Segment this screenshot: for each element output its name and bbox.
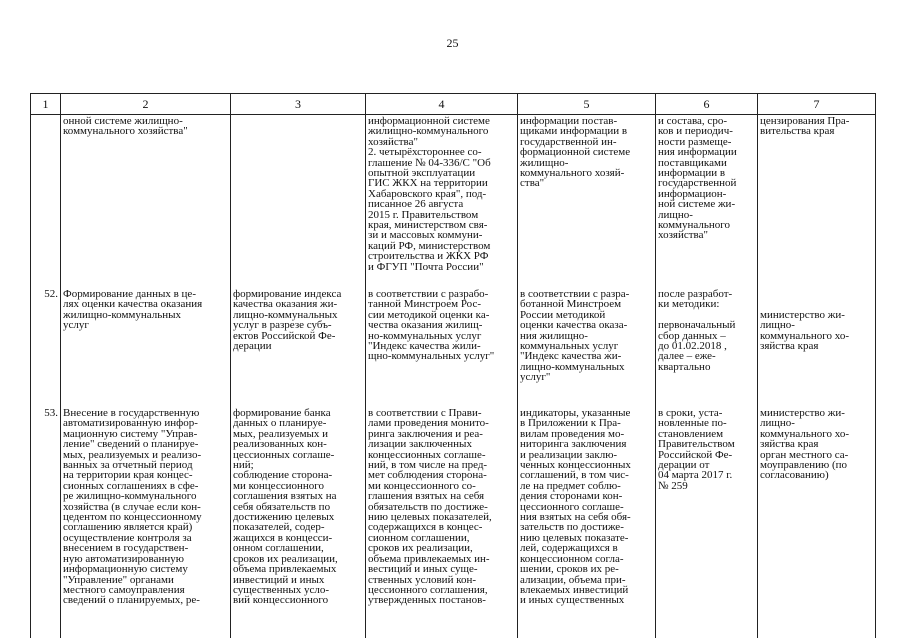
measure-cell: Формирование данных в це- лях оценки качества оказания жилищно-коммунальных услуг bbox=[61, 288, 231, 407]
basis-cell: в соответствии с разрабо- танной Минстроем Рос- сии методикой оценки ка- чества оказания жилищ- но-коммунальных услуг "Индекс качества жили- щно-коммунальных услуг" bbox=[366, 288, 518, 407]
column-header: 1 bbox=[31, 94, 61, 115]
result-cell: формирование индекса качества оказания жи- лищно-коммунальных услуг в разрезе субъ- ектов Российской Фе- дерации bbox=[231, 288, 366, 407]
measure-cell: онной системе жилищно- коммунального хозяйства" bbox=[61, 115, 231, 289]
deadline-cell: в сроки, уста- новленные по- становлением Правительством Российской Фе- дерации от 04 марта 2017 г. № 259 bbox=[656, 407, 758, 638]
row-number bbox=[31, 115, 61, 289]
measure-cell: Внесение в государственную автоматизированную инфор- мационную систему "Управ- ление" сведений о планируе- мых, реализуемых и реализо- ванных за отчетный период на территории края концес- сионных соглашениях в сфе- ре жилищно-коммунального хозяйства (в случае если кон- цедентом по концессионному соглашению является край) осуществление контроля за внесением в государствен- ную автоматизированную информационную систему "Управление" органами местного самоуправления сведений о планируемых, ре- bbox=[61, 407, 231, 638]
deadline-cell: после разработ- ки методики: первоначальный сбор данных – до 01.02.2018 , далее – еже- квартально bbox=[656, 288, 758, 407]
column-header: 5 bbox=[518, 94, 656, 115]
indicator-cell: в соответствии с разра- ботанной Минстроем России методикой оценки качества оказа- ния жилищно- коммунальных услуг "Индекс качества жи- лищно-коммунальных услуг" bbox=[518, 288, 656, 407]
column-header: 7 bbox=[758, 94, 876, 115]
indicator-cell: индикаторы, указанные в Приложении к Пра- вилам проведения мо- ниторинга заключения и реализации заклю- ченных концессионных соглашений, в том чис- ле на предмет соблю- дения сторонами кон- цессионного соглаше- ния взятых на себя обя- зательств по достиже- нию целевых показате- лей, содержащихся в концессионном согла- шении, сроков их ре- ализации, объема при- влекаемых инвестиций и иных существенных bbox=[518, 407, 656, 638]
row-number: 52. bbox=[31, 288, 61, 407]
responsible-cell: министерство жи- лищно- коммунального хо- зяйства края орган местного са- моуправлению (по согласованию) bbox=[758, 407, 876, 638]
responsible-cell: цензирования Пра- вительства края bbox=[758, 115, 876, 289]
result-cell bbox=[231, 115, 366, 289]
row-number: 53. bbox=[31, 407, 61, 638]
responsible-cell: министерство жи- лищно- коммунального хо- зяйства края bbox=[758, 288, 876, 407]
page-number: 25 bbox=[446, 36, 459, 50]
table-row bbox=[31, 407, 876, 638]
measures-table bbox=[30, 93, 876, 638]
indicator-cell: информации постав- щиками информации в государственной ин- формационной системе жилищно- коммунального хозяй- ства" bbox=[518, 115, 656, 289]
header-row bbox=[31, 94, 876, 115]
basis-cell: в соответствии с Прави- лами проведения монито- ринга заключения и реа- лизации заключенных концессионных соглаше- ний, в том числе на пред- мет соблюдения сторона- ми концессионного со- глашения взятых на себя обязательств по достиже- нию целевых показателей, содержащихся в концес- сионном соглашении, сроков их реализации, объема привлекаемых ин- вестиций и иных суще- ственных условий кон- цессионного соглашения, утвержденных постанов- bbox=[366, 407, 518, 638]
column-header: 2 bbox=[61, 94, 231, 115]
deadline-cell: и состава, сро- ков и периодич- ности размеще- ния информации поставщиками информации в государственной информацион- ной системе жи- лищно- коммунального хозяйства" bbox=[656, 115, 758, 289]
table-row bbox=[31, 115, 876, 289]
basis-cell: информационной системе жилищно-коммунального хозяйства" 2. четырёхстороннее со- глашение № 04-336/С "Об опытной эксплуатации ГИС ЖКХ на территории Хабаровского края", под- писанное 26 августа 2015 г. Правительством края, министерством свя- зи и массовых коммуни- каций РФ, министерством строительства и ЖКХ РФ и ФГУП "Почта России" bbox=[366, 115, 518, 289]
column-header: 3 bbox=[231, 94, 366, 115]
table-row bbox=[31, 288, 876, 407]
column-header: 4 bbox=[366, 94, 518, 115]
result-cell: формирование банка данных о планируе- мых, реализуемых и реализованных кон- цессионных соглаше- ний; соблюдение сторона- ми концессионного соглашения взятых на себя обязательств по достижению целевых показателей, содер- жащихся в концесси- онном соглашении, сроков их реализации, объема привлекаемых инвестиций и иных существенных усло- вий концессионного bbox=[231, 407, 366, 638]
column-header: 6 bbox=[656, 94, 758, 115]
